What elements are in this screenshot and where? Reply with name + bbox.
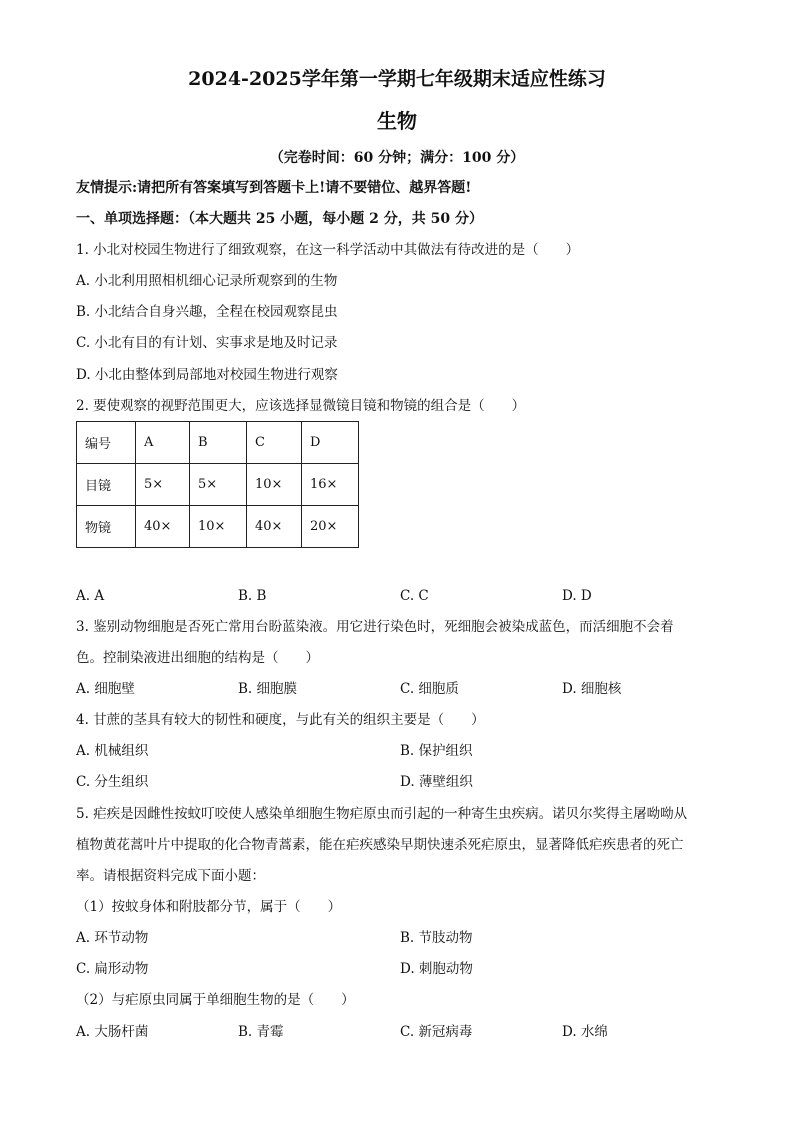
table-cell: 40× [136, 506, 190, 548]
question-2-option-b: B. B [238, 588, 267, 604]
question-1-option-d: D. 小北由整体到局部地对校园生物进行观察 [76, 367, 338, 383]
table-row [77, 464, 359, 506]
table-cell: C [247, 422, 302, 464]
question-2-option-c: C. C [400, 588, 429, 604]
table-cell: 目镜 [77, 464, 136, 506]
question-5-sub1-option-c: C. 扁形动物 [76, 961, 149, 977]
table-cell: 5× [136, 464, 190, 506]
question-3-stem-line2: 色。控制染液进出细胞的结构是（ ） [76, 650, 319, 666]
exam-title: 2024-2025学年第一学期七年级期末适应性练习 [188, 68, 606, 90]
question-5-stem-line2: 植物黄花蒿叶片中提取的化合物青蒿素，能在疟疾感染早期快速杀死疟原虫，显著降低疟疾患者的死亡 [76, 837, 684, 853]
table-row [77, 422, 359, 464]
question-5-stem-line3: 率。请根据资料完成下面小题： [76, 868, 265, 884]
question-2-option-d: D. D [562, 588, 592, 604]
question-2-stem: 2. 要使观察的视野范围更大，应该选择显微镜目镜和物镜的组合是（ ） [76, 398, 526, 414]
question-3-option-a: A. 细胞壁 [76, 681, 135, 697]
question-3-option-d: D. 细胞核 [562, 681, 622, 697]
question-5-sub2-option-d: D. 水绵 [562, 1024, 608, 1040]
question-5-sub1-option-d: D. 刺胞动物 [400, 961, 473, 977]
table-cell: 10× [247, 464, 302, 506]
table-cell: 编号 [77, 422, 136, 464]
table-cell: 5× [190, 464, 247, 506]
question-4-stem: 4. 甘蔗的茎具有较大的韧性和硬度，与此有关的组织主要是（ ） [76, 712, 485, 728]
table-cell: B [190, 422, 247, 464]
table-cell: 20× [302, 506, 359, 548]
question-2-option-a: A. A [76, 588, 105, 604]
question-4-option-b: B. 保护组织 [400, 743, 473, 759]
table-cell: A [136, 422, 190, 464]
question-4-option-d: D. 薄壁组织 [400, 774, 473, 790]
question-5-sub1-option-b: B. 节肢动物 [400, 930, 473, 946]
question-5-sub2-stem: （2）与疟原虫同属于单细胞生物的是（ ） [76, 992, 355, 1008]
question-4-option-a: A. 机械组织 [76, 743, 149, 759]
table-cell: 10× [190, 506, 247, 548]
friendly-tip: 友情提示:请把所有答案填写到答题卡上!请不要错位、越界答题! [76, 180, 472, 196]
question-5-stem-line1: 5. 疟疾是因雌性按蚊叮咬使人感染单细胞生物疟原虫而引起的一种寄生虫疾病。诺贝尔奖得主屠呦呦从 [76, 806, 688, 822]
question-5-sub2-option-a: A. 大肠杆菌 [76, 1024, 149, 1040]
question-5-sub2-option-c: C. 新冠病毒 [400, 1024, 473, 1040]
exam-info: （完卷时间：60 分钟；满分：100 分） [269, 150, 525, 166]
question-4-option-c: C. 分生组织 [76, 774, 149, 790]
question-1-option-c: C. 小北有目的有计划、实事求是地及时记录 [76, 335, 338, 351]
section-heading: 一、单项选择题：（本大题共 25 小题，每小题 2 分，共 50 分） [76, 211, 483, 227]
table-cell: D [302, 422, 359, 464]
question-5-sub2-option-b: B. 青霉 [238, 1024, 284, 1040]
question-3-stem-line1: 3. 鉴别动物细胞是否死亡常用台盼蓝染液。用它进行染色时，死细胞会被染成蓝色，而活细胞不会着 [76, 619, 674, 635]
lens-table [76, 421, 359, 548]
question-1-stem: 1. 小北对校园生物进行了细致观察，在这一科学活动中其做法有待改进的是（ ） [76, 242, 580, 258]
table-cell: 物镜 [77, 506, 136, 548]
question-3-option-c: C. 细胞质 [400, 681, 459, 697]
question-5-sub1-option-a: A. 环节动物 [76, 930, 149, 946]
question-1-option-a: A. 小北利用照相机细心记录所观察到的生物 [76, 273, 338, 289]
subject-title: 生物 [377, 109, 417, 133]
table-row [77, 506, 359, 548]
table-cell: 16× [302, 464, 359, 506]
table-cell: 40× [247, 506, 302, 548]
question-1-option-b: B. 小北结合自身兴趣，全程在校园观察昆虫 [76, 304, 338, 320]
question-3-option-b: B. 细胞膜 [238, 681, 298, 697]
question-5-sub1-stem: （1）按蚊身体和附肢都分节，属于（ ） [76, 899, 342, 915]
